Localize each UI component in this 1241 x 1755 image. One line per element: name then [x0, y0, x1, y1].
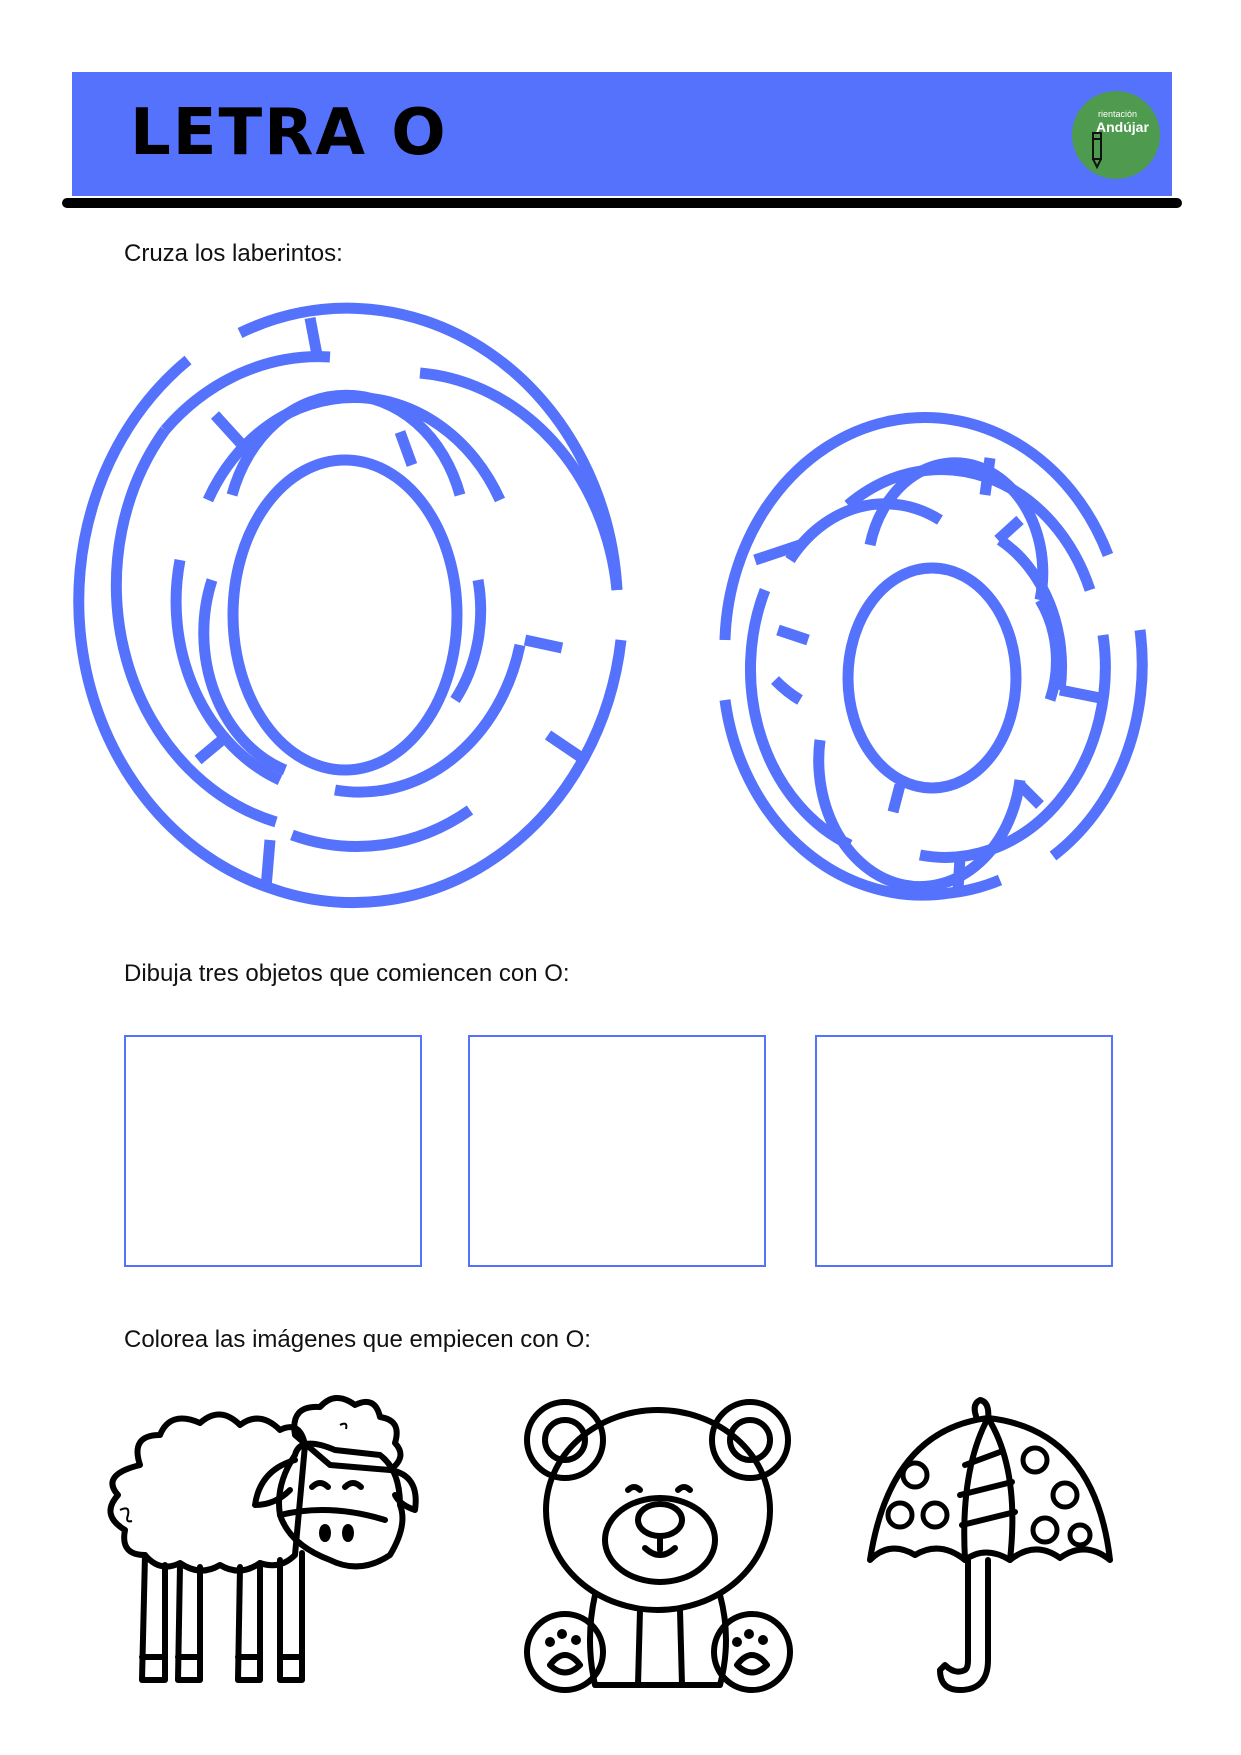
draw-instruction: Dibuja tres objetos que comiencen con O:	[124, 960, 570, 987]
logo-text-main: Andújar	[1096, 119, 1149, 135]
maze-small[interactable]	[0, 0, 1241, 700]
bear-drawing[interactable]	[520, 1390, 800, 1710]
logo-text-top: rientación	[1098, 109, 1138, 119]
drawing-box-2[interactable]	[468, 1035, 766, 1267]
sheep-drawing[interactable]	[90, 1395, 450, 1695]
umbrella-drawing[interactable]	[860, 1390, 1120, 1710]
color-instruction: Colorea las imágenes que empiecen con O:	[124, 1326, 591, 1353]
mazes-instruction: Cruza los laberintos:	[124, 240, 343, 267]
drawing-box-3[interactable]	[815, 1035, 1113, 1267]
drawing-box-1[interactable]	[124, 1035, 422, 1267]
page-title: LETRA O	[130, 96, 448, 170]
